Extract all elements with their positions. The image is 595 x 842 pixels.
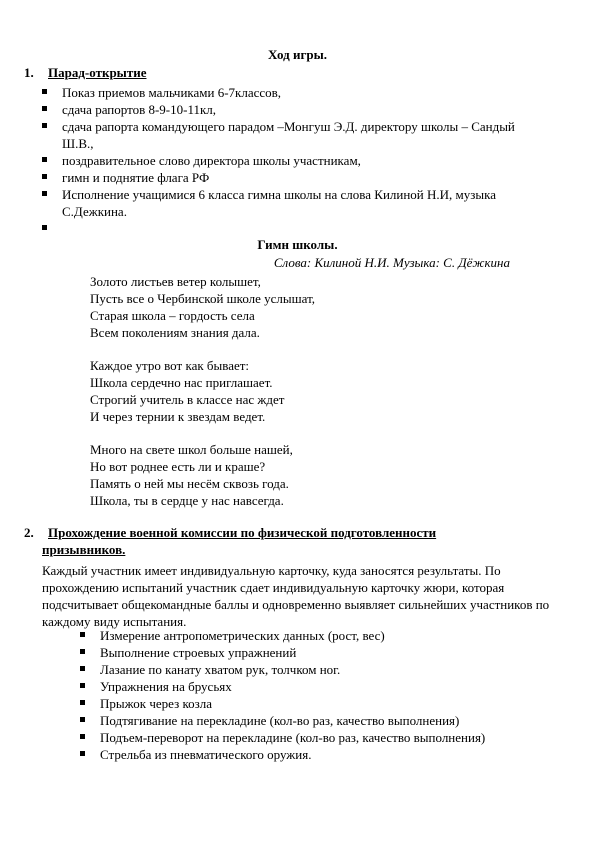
- square-bullet-icon: [42, 225, 47, 230]
- section-2-paragraph: Каждый участник имеет индивидуальную карточку, куда заносятся результаты. По прохождению испытаний участник сдает индивидуальную карточку жюри, которая подсчитывает общекомандные баллы и одновременно выявляет сильнейших участников по каждому виду испытания.: [42, 563, 550, 629]
- section-1-heading-text: Парад-открытие: [48, 65, 147, 80]
- square-bullet-icon: [80, 666, 85, 671]
- square-bullet-icon: [42, 106, 47, 111]
- list-item: Подтягивание на перекладине (кол-во раз, качество выполнения): [100, 712, 560, 729]
- list-item: Исполнение учащимися 6 класса гимна школы на слова Килиной Н.И, музыка С.Дежкина.: [62, 186, 532, 220]
- square-bullet-icon: [80, 734, 85, 739]
- list-item: Прыжок через козла: [100, 695, 560, 712]
- square-bullet-icon: [80, 632, 85, 637]
- list-item: сдача рапортов 8-9-10-11кл,: [62, 101, 532, 118]
- verse-line: Всем поколениям знания дала.: [90, 325, 260, 340]
- section-2-list: [100, 627, 560, 763]
- section-1-heading: [24, 64, 146, 81]
- anthem-title: Гимн школы.: [257, 237, 338, 252]
- square-bullet-icon: [42, 157, 47, 162]
- list-item: Стрельба из пневматического оружия.: [100, 746, 560, 763]
- square-bullet-icon: [80, 751, 85, 756]
- verse-line: Память о ней мы несём сквозь года.: [90, 476, 289, 491]
- anthem-stanza-1: [90, 273, 315, 341]
- square-bullet-icon: [80, 700, 85, 705]
- verse-line: Школа, ты в сердце у нас навсегда.: [90, 493, 284, 508]
- verse-line: Старая школа – гордость села: [90, 308, 255, 323]
- anthem-credit: Слова: Килиной Н.И. Музыка: С. Дёжкина: [273, 255, 510, 270]
- verse-line: Строгий учитель в классе нас ждет: [90, 392, 285, 407]
- verse-line: Много на свете школ больше нашей,: [90, 442, 293, 457]
- square-bullet-icon: [80, 649, 85, 654]
- anthem-stanza-2: [90, 357, 284, 425]
- section-2-heading-line-1: Прохождение военной комиссии по физической подготовленности: [48, 525, 437, 540]
- section-2-heading: [24, 524, 436, 541]
- list-item: Подъем-переворот на перекладине (кол-во раз, качество выполнения): [100, 729, 560, 746]
- verse-line: И через тернии к звездам ведет.: [90, 409, 266, 424]
- list-item: гимн и поднятие флага РФ: [62, 169, 532, 186]
- verse-line: Золото листьев ветер колышет,: [90, 274, 261, 289]
- verse-line: Школа сердечно нас приглашает.: [90, 375, 273, 390]
- page-title: Ход игры.: [268, 47, 327, 62]
- section-2-heading-line-2: призывников.: [42, 542, 126, 557]
- verse-line: Пусть все о Чербинской школе услышат,: [90, 291, 316, 306]
- verse-line: Но вот роднее есть ли и краше?: [90, 459, 266, 474]
- list-item: сдача рапорта командующего парадом –Монгуш Э.Д. директору школы – Сандый Ш.В.,: [62, 118, 532, 152]
- square-bullet-icon: [42, 123, 47, 128]
- square-bullet-icon: [80, 717, 85, 722]
- list-item: поздравительное слово директора школы участникам,: [62, 152, 532, 169]
- list-item: Измерение антропометрических данных (рост, вес): [100, 627, 560, 644]
- list-item: Выполнение строевых упражнений: [100, 644, 560, 661]
- list-item: Показ приемов мальчиками 6-7классов,: [62, 84, 532, 101]
- section-2-heading-cont: [42, 541, 125, 558]
- anthem-stanza-3: [90, 441, 293, 509]
- section-2-number: 2.: [24, 525, 34, 540]
- section-1-list: [62, 84, 532, 237]
- list-item: Упражнения на брусьях: [100, 678, 560, 695]
- square-bullet-icon: [42, 89, 47, 94]
- verse-line: Каждое утро вот как бывает:: [90, 358, 250, 373]
- square-bullet-icon: [42, 191, 47, 196]
- section-1-number: 1.: [24, 65, 34, 80]
- list-item: Лазание по канату хватом рук, толчком ног.: [100, 661, 560, 678]
- square-bullet-icon: [42, 174, 47, 179]
- square-bullet-icon: [80, 683, 85, 688]
- list-item: [62, 220, 532, 237]
